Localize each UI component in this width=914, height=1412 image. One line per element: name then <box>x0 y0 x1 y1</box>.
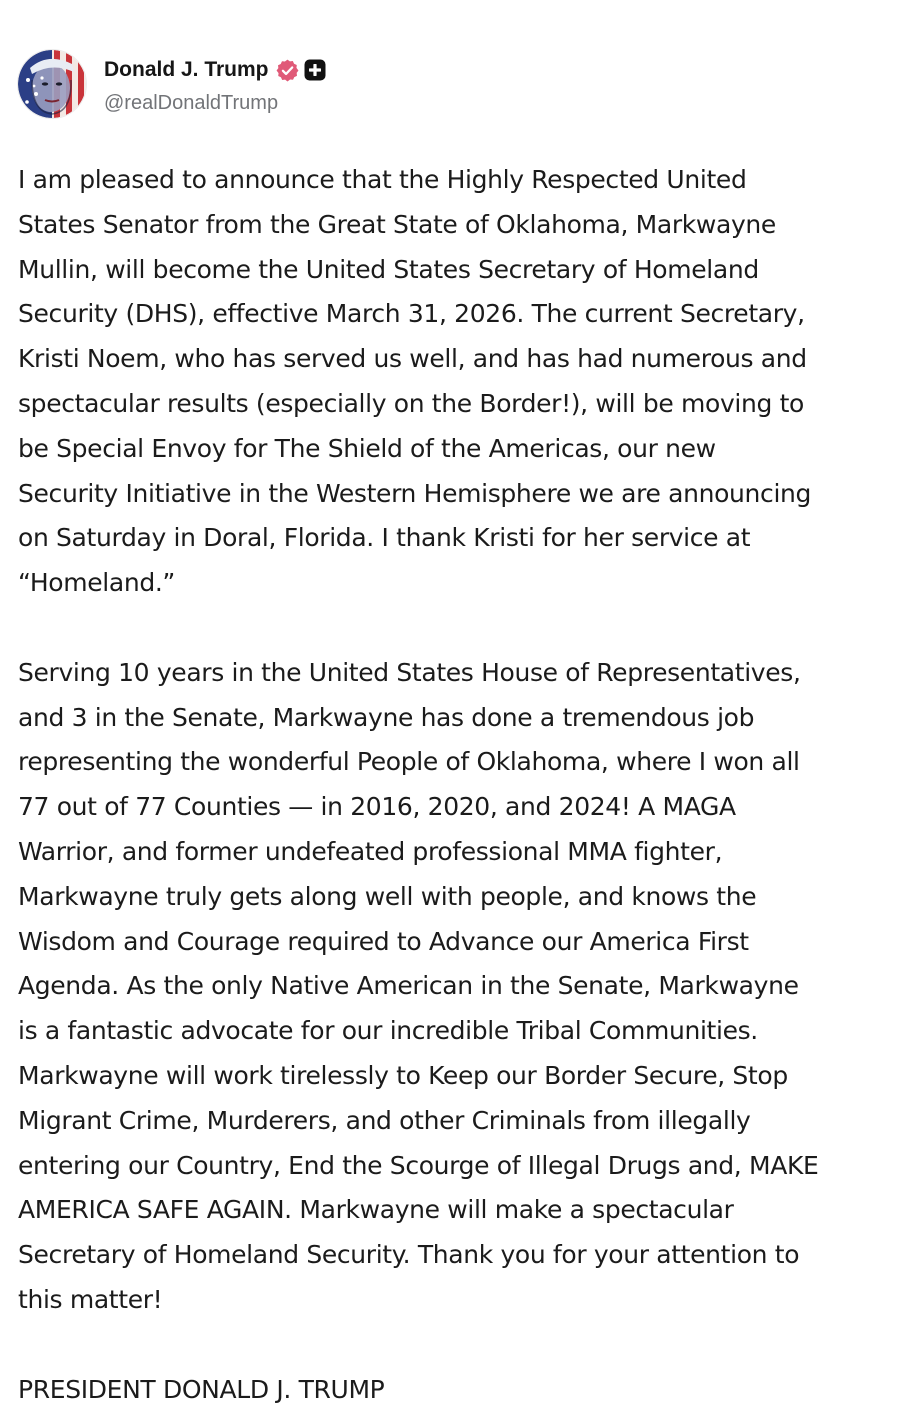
line: Kristi Noem, who has served us well, and has had numerous and <box>18 344 807 374</box>
avatar-image <box>18 50 86 118</box>
line: States Senator from the Great State of Oklahoma, Markwayne <box>18 209 776 239</box>
author-identity <box>104 50 328 115</box>
line: 77 out of 77 Counties — in 2016, 2020, and 2024! A MAGA <box>18 792 736 822</box>
line: is a fantastic advocate for our incredible Tribal Communities. <box>18 1016 758 1046</box>
author-display-name[interactable]: Donald J. Trump <box>104 58 269 81</box>
post-content <box>18 158 912 1412</box>
line: representing the wonderful People of Oklahoma, where I won all <box>18 747 800 777</box>
paragraph-spacer <box>18 606 912 651</box>
author-name-row <box>104 56 328 84</box>
line: this matter! <box>18 1284 163 1314</box>
line: be Special Envoy for The Shield of the Americas, our new <box>18 433 716 463</box>
line: AMERICA SAFE AGAIN. Markwayne will make a spectacular <box>18 1195 734 1225</box>
line: Markwayne will work tirelessly to Keep our Border Secure, Stop <box>18 1060 788 1090</box>
line: PRESIDENT DONALD J. TRUMP <box>18 1374 385 1404</box>
line: Security Initiative in the Western Hemisphere we are announcing <box>18 478 812 508</box>
line: Wisdom and Courage required to Advance our America First <box>18 926 749 956</box>
line: I am pleased to announce that the Highly Respected United <box>18 165 747 194</box>
post-signature <box>18 1368 912 1412</box>
line: Mullin, will become the United States Secretary of Homeland <box>18 254 759 284</box>
post-header <box>18 50 328 120</box>
line: Migrant Crime, Murderers, and other Criminals from illegally <box>18 1105 751 1135</box>
paragraph-spacer <box>18 1323 912 1368</box>
line: on Saturday in Doral, Florida. I thank Kristi for her service at <box>18 523 751 553</box>
verified-badge-icon <box>275 58 300 83</box>
line: “Homeland.” <box>18 568 176 598</box>
profile-avatar[interactable] <box>18 50 86 118</box>
author-handle[interactable]: @realDonaldTrump <box>104 92 279 114</box>
line: spectacular results (especially on the Border!), will be moving to <box>18 388 804 418</box>
post-paragraph-2 <box>18 651 912 1323</box>
plus-badge-icon <box>303 58 328 83</box>
line: entering our Country, End the Scourge of Illegal Drugs and, MAKE <box>18 1150 819 1180</box>
line: Secretary of Homeland Security. Thank you for your attention to <box>18 1240 800 1270</box>
line: and 3 in the Senate, Markwayne has done a tremendous job <box>18 702 755 732</box>
line: Warrior, and former undefeated professional MMA fighter, <box>18 836 723 866</box>
line: Serving 10 years in the United States House of Representatives, <box>18 657 801 687</box>
line: Security (DHS), effective March 31, 2026. The current Secretary, <box>18 299 805 329</box>
line: Agenda. As the only Native American in the Senate, Markwayne <box>18 971 799 1001</box>
post-paragraph-1 <box>18 158 912 606</box>
line: Markwayne truly gets along well with people, and knows the <box>18 881 757 911</box>
